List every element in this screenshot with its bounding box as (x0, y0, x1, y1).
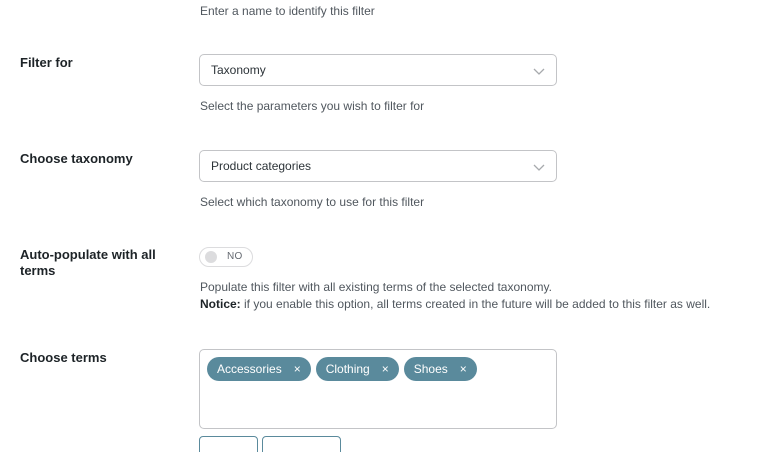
toggle-state-text: NO (227, 251, 243, 262)
filter-for-select[interactable] (199, 54, 557, 86)
chevron-down-icon (532, 160, 546, 174)
terms-multiselect[interactable] (199, 349, 557, 429)
auto-populate-hint: Populate this filter with all existing terms of the selected taxonomy. (200, 280, 552, 294)
taxonomy-value: Product categories (211, 159, 312, 173)
term-tag-accessories (207, 357, 311, 381)
term-tag-label: Clothing (325, 362, 370, 376)
terms-action-button-1[interactable] (199, 436, 258, 452)
auto-populate-toggle[interactable] (199, 247, 253, 267)
auto-populate-label: Auto-populate with all terms (20, 247, 156, 278)
term-tag-clothing (316, 357, 399, 381)
remove-tag-icon[interactable]: × (381, 362, 389, 376)
choose-taxonomy-label: Choose taxonomy (20, 151, 133, 166)
filter-name-hint: Enter a name to identify this filter (200, 4, 375, 18)
term-tag-label: Shoes (413, 362, 448, 376)
toggle-knob (205, 251, 217, 263)
taxonomy-hint: Select which taxonomy to use for this filter (200, 195, 425, 209)
term-tag-shoes (404, 357, 477, 381)
chevron-down-icon (532, 64, 546, 78)
terms-action-button-2[interactable] (262, 436, 341, 452)
remove-tag-icon[interactable]: × (459, 362, 467, 376)
filter-for-hint: Select the parameters you wish to filter for (200, 99, 425, 113)
taxonomy-select[interactable] (199, 150, 557, 182)
term-tag-label: Accessories (217, 362, 282, 376)
notice-label: Notice: (200, 297, 241, 311)
filter-for-value: Taxonomy (211, 63, 266, 77)
filter-for-label: Filter for (20, 55, 73, 70)
notice-text: if you enable this option, all terms created in the future will be added to this filter as well. (240, 297, 711, 311)
auto-populate-notice (200, 297, 710, 311)
selected-terms (207, 357, 477, 381)
remove-tag-icon[interactable]: × (293, 362, 301, 376)
choose-terms-label: Choose terms (20, 350, 107, 365)
